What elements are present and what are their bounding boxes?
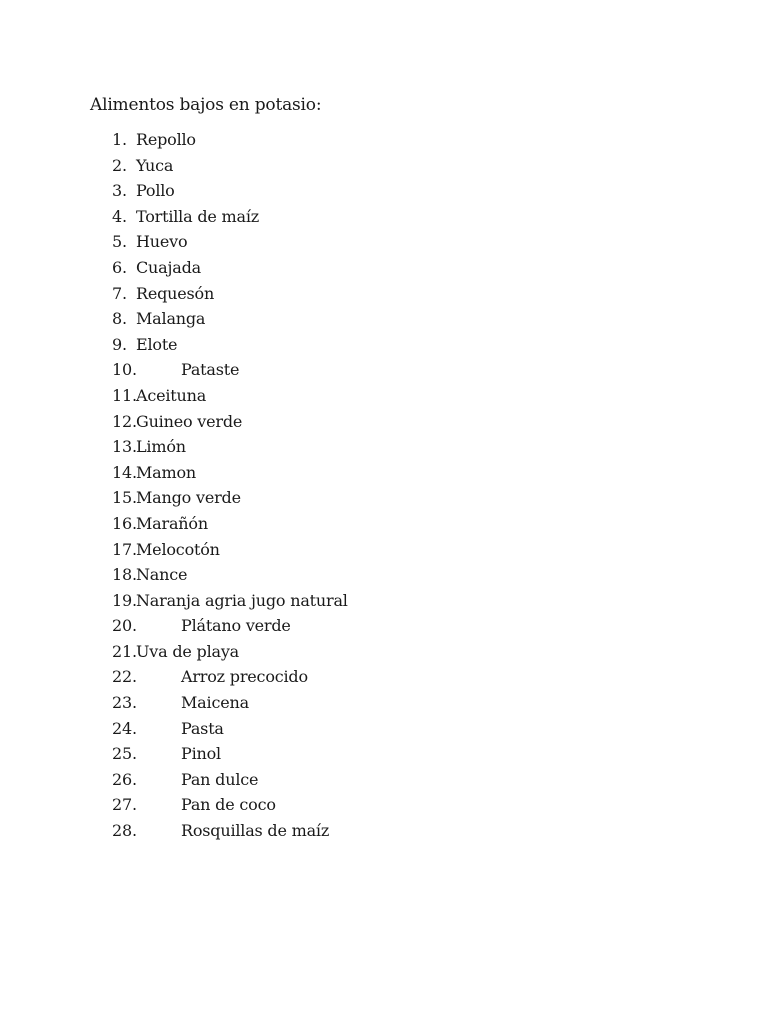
list-item-text: Elote	[136, 334, 178, 354]
list-item-number: 24.	[112, 718, 137, 738]
list-item-text: Maicena	[181, 693, 249, 713]
list-item-number: 7.	[112, 283, 127, 303]
list-item-text: Plátano verde	[181, 616, 291, 636]
list-item-number: 17.	[112, 539, 137, 559]
list-item-text: Melocotón	[136, 539, 220, 559]
list-item-text: Pinol	[181, 744, 221, 764]
list-item-number: 15.	[112, 488, 137, 508]
list-item-text: Pan dulce	[181, 769, 259, 789]
list-item-number: 19.	[112, 590, 137, 610]
list-item-number: 27.	[112, 795, 137, 815]
list-item-number: 1.	[112, 130, 127, 149]
list-item-number: 18.	[112, 565, 137, 585]
list-item-text: Malanga	[136, 309, 206, 329]
list-item-number: 22.	[112, 667, 137, 687]
list-item-number: 4.	[112, 206, 127, 226]
list-item-text: Requesón	[136, 283, 215, 303]
document-title: Alimentos bajos en potasio:	[90, 95, 322, 115]
list-item-number: 28.	[112, 821, 137, 841]
list-item-number: 23.	[112, 693, 137, 713]
list-item-text: Uva de playa	[136, 641, 240, 661]
list-item-text: Cuajada	[136, 257, 201, 277]
list-item-text: Naranja agria jugo natural	[136, 590, 348, 610]
list-item-number: 5.	[112, 232, 127, 252]
list-item-number: 3.	[112, 181, 127, 201]
list-item-text: Guineo verde	[136, 411, 243, 431]
list-item-number: 13.	[112, 437, 137, 457]
list-item-text: Pan de coco	[181, 795, 276, 815]
list-item-number: 6.	[112, 257, 127, 277]
list-item-text: Pasta	[181, 718, 224, 738]
list-item-text: Marañón	[136, 513, 208, 533]
list-item-number: 9.	[112, 334, 127, 354]
list-item-number: 16.	[112, 513, 137, 533]
list-item-number: 20.	[112, 616, 137, 636]
list-item-number: 25.	[112, 744, 137, 764]
list-item-number: 26.	[112, 769, 137, 789]
list-item-text: Arroz precocido	[181, 667, 308, 687]
list-item-number: 8.	[112, 309, 127, 329]
list-item-number: 11.	[112, 385, 137, 405]
list-item-text: Nance	[136, 565, 188, 585]
list-item-number: 10.	[112, 360, 137, 380]
list-item-number: 2.	[112, 155, 127, 175]
list-item-text: Pataste	[181, 360, 240, 380]
list-item-number: 14.	[112, 462, 137, 482]
list-item-text: Huevo	[136, 232, 188, 252]
list-item-text: Mango verde	[136, 488, 241, 508]
list-item-text: Tortilla de maíz	[136, 206, 259, 226]
list-item-number: 12.	[112, 411, 137, 431]
list-item-text: Repollo	[136, 130, 196, 149]
list-item-text: Limón	[136, 437, 186, 457]
list-item-text: Rosquillas de maíz	[181, 821, 330, 841]
list-item-text: Mamon	[136, 462, 197, 482]
list-item-text: Yuca	[136, 155, 174, 175]
list-item-text: Pollo	[136, 181, 175, 201]
list-item-text: Aceituna	[136, 385, 207, 405]
list-item-number: 21.	[112, 641, 137, 661]
